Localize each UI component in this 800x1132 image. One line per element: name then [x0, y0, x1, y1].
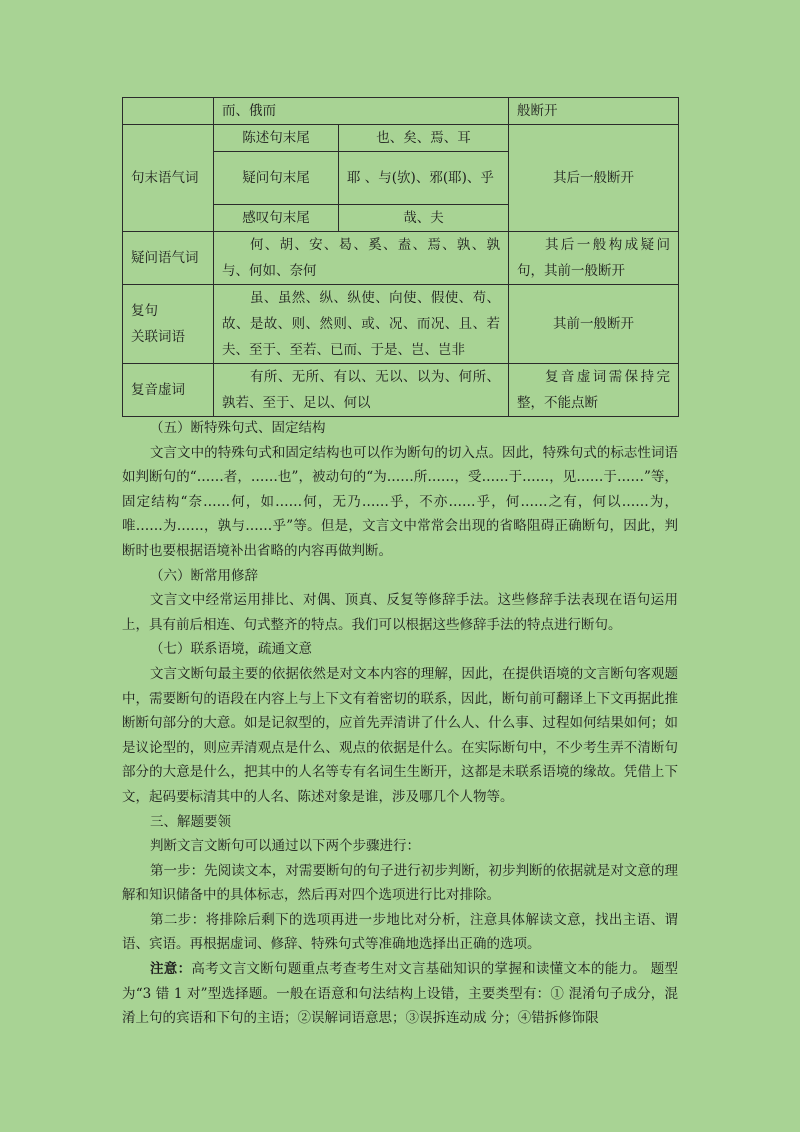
words-cell: 也、矣、焉、耳 [339, 125, 509, 152]
rule-cell: 复音虚词需保持完整，不能点断 [509, 364, 679, 417]
sub-label-cell: 陈述句末尾 [214, 125, 339, 152]
table-cell: 般断开 [509, 98, 679, 125]
section-heading: （七）联系语境，疏通文意 [150, 641, 312, 658]
paragraph: 文言文中经常运用排比、对偶、顶真、反复等修辞手法。这些修辞手法表现在语句运用上，具有前后相连、句式整齐的特点。我们可以根据这些修辞手法的特点进行断句。 [122, 592, 678, 633]
category-cell: 复音虚词 [123, 364, 214, 417]
table-row [123, 364, 679, 417]
note-paragraph [122, 957, 678, 1031]
category-cell: 疑问语气词 [123, 232, 214, 285]
paragraph: 判断文言文断句可以通过以下两个步骤进行： [150, 838, 420, 855]
paragraph: 文言文断句最主要的依据依然是对文本内容的理解，因此，在提供语境的文言断句客观题中，需要断句的语段在内容上与上下文有着密切的联系，因此，断句前可翻译上下文再据此推断断句部分的大意。如是记叙型的，应首先弄清讲了什么人、什么事、过程如何结果如何；如是议论型的，则应弄清观点是什么、观点的依据是什么。在实际断句中，不少考生弄不清断句部分的大意是什么，把其中的人名等专有名词生生断开，这都是未联系语境的缘故。凭借上下文，起码要标清其中的人名、陈述对象是谁，涉及哪几个人物等。 [122, 665, 678, 805]
section-heading: 三、解题要领 [150, 813, 231, 830]
table-cell: 而、俄而 [214, 98, 509, 125]
paragraph: 文言文中的特殊句式和固定结构也可以作为断句的切入点。因此，特殊句式的标志性词语如判断句的“……者，……也”，被动句的“为……所……，受……于……，见……于……”等，固定结构“奈……何，如……何，无乃……乎，不亦……乎，何……之有，何以……为，唯……为……，孰与……乎”等。但是，文言文中常常会出现的省略阻碍正确断句，因此，判断时也要根据语境补出省略的内容再做判断。 [122, 444, 678, 559]
words-cell: 耶 、与(欤)、邪(耶)、乎 [339, 152, 509, 205]
section-heading: （五）断特殊句式、固定结构 [150, 420, 326, 436]
rule-cell: 其前一般断开 [509, 285, 679, 364]
body-text [122, 416, 678, 1031]
words-cell: 虽、虽然、纵、纵使、向使、假使、苟、故、是故、则、然则、或、况、而况、且、若夫、至于、至若、已而、于是、岂、岂非 [214, 285, 509, 364]
table-row [123, 125, 679, 152]
table-row [123, 285, 679, 364]
paragraph: 第一步：先阅读文本，对需要断句的句子进行初步判断，初步判断的依据就是对文意的理解和知识储备中的具体标志，然后再对四个选项进行比对排除。 [122, 862, 678, 904]
table-cell [123, 98, 214, 125]
words-cell: 有所、无所、有以、无以、以为、何所、孰若、至于、足以、何以 [214, 364, 509, 417]
note-label: 注意： [150, 961, 192, 978]
note-body: 高考文言文断句题重点考查考生对文言基础知识的掌握和读懂文本的能力。 题型为“3 错 1 对”型选择题。一般在语意和句法结构上设错，主要类型有：① 混淆句子成分，混淆上句的宾语和下句的主语；②误解词语意思；③误拆连动成 分；④错拆修饰限 [122, 961, 679, 1027]
table-row [123, 98, 679, 125]
words-cell: 何、胡、安、曷、奚、盍、焉、孰、孰与、何如、奈何 [214, 232, 509, 285]
sub-label-cell: 疑问句末尾 [214, 152, 339, 205]
category-line: 复句 [131, 303, 158, 319]
paragraph: 第二步：将排除后剩下的选项再进一步地比对分析，注意具体解读文意，找出主语、谓语、宾语。再根据虚词、修辞、特殊句式等准确地选择出正确的选项。 [122, 911, 678, 953]
category-cell [123, 285, 214, 364]
category-cell: 句末语气词 [123, 125, 214, 232]
rule-cell: 其后一般断开 [509, 125, 679, 232]
sub-label-cell: 感叹句末尾 [214, 205, 339, 232]
table-row [123, 232, 679, 285]
words-cell: 哉、夫 [339, 205, 509, 232]
rule-cell: 其后一般构成疑问句，其前一般断开 [509, 232, 679, 285]
function-word-table [122, 97, 679, 417]
section-heading: （六）断常用修辞 [150, 567, 258, 584]
category-line: 关联词语 [131, 329, 185, 345]
